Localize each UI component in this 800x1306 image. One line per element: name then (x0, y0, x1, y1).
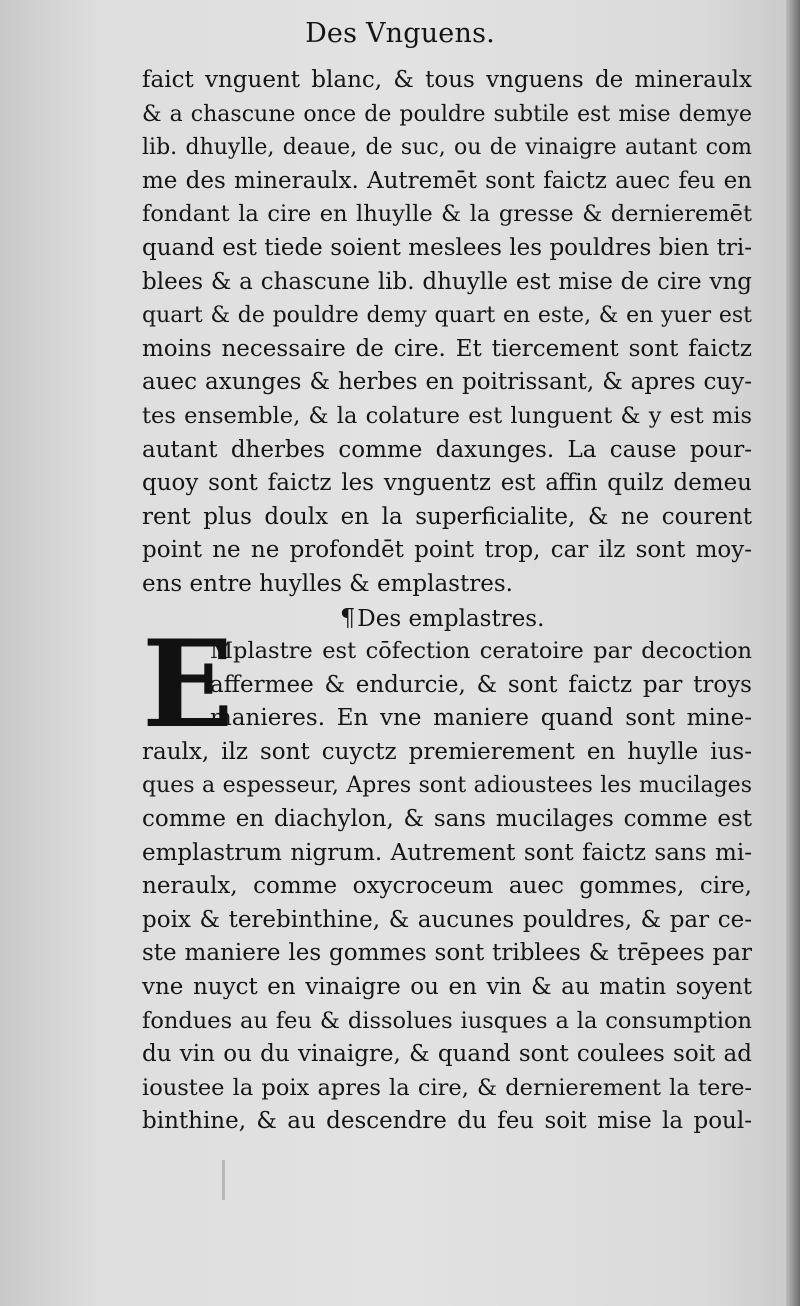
text-line: quart & de pouldre demy quart en este, & en yuer est (142, 303, 752, 329)
text-line: du vin ou du vinaigre, & quand sont coulees soit ad (142, 1041, 752, 1068)
pilcrow-mark: ¶ (340, 603, 356, 632)
text-line: binthine, & au descendre du feu soit mise la poul- (142, 1108, 752, 1135)
text-line: me des mineraulx. Autremēt sont faictz auec feu en (142, 167, 752, 194)
text-line: ques a espesseur, Apres sont adioustees les mucilages (142, 773, 752, 799)
text-line: fondues au feu & dissolues iusques a la consumption (142, 1007, 752, 1034)
text-line: raulx, ilz sont cuyctz premierement en huylle ius- (142, 738, 752, 765)
text-line: Mplastre est cōfection ceratoire par decoction (210, 638, 752, 665)
text-line: tes ensemble, & la colature est lunguent & y est mis (142, 402, 752, 429)
text-line: neraulx, comme oxycroceum auec gommes, cire, (142, 873, 752, 900)
text-line: comme en diachylon, & sans mucilages comme est (142, 806, 752, 833)
text-line: lib. dhuylle, deaue, de suc, ou de vinaigre autant com (142, 135, 752, 161)
text-line: quand est tiede soient meslees les pouldres bien tri- (142, 234, 752, 261)
text-line: autant dherbes comme daxunges. La cause pour- (142, 436, 752, 463)
text-line: auec axunges & herbes en poitrissant, & apres cuy- (142, 369, 752, 396)
text-line: & a chascune once de pouldre subtile est mise demye (142, 101, 752, 127)
text-line: ens entre huylles & emplastres. (142, 570, 513, 597)
text-line: manieres. En vne maniere quand sont mine- (210, 705, 752, 732)
text-line: affermee & endurcie, & sont faictz par troys (210, 671, 752, 698)
text-line: vne nuyct en vinaigre ou en vin & au matin soyent (142, 974, 752, 1001)
paper-blemish (222, 1160, 225, 1200)
section-heading-text: Des emplastres. (357, 605, 545, 632)
text-line: blees & a chascune lib. dhuylle est mise de cire vng (142, 268, 752, 295)
text-line: ste maniere les gommes sont triblees & trēpees par (142, 940, 752, 967)
text-line: fondant la cire en lhuylle & la gresse & dernieremēt (142, 201, 752, 228)
page-spine-shadow (786, 0, 800, 1306)
drop-cap-letter: E (142, 614, 234, 756)
text-line: quoy sont faictz les vnguentz est affin quilz demeu (142, 470, 752, 497)
section-heading (142, 602, 752, 636)
text-line: rent plus doulx en la superficialite, & ne courent (142, 503, 752, 530)
text-line: faict vnguent blanc, & tous vnguens de mineraulx (142, 67, 752, 93)
running-header: Des Vnguens. (305, 18, 495, 49)
main-text-block (142, 64, 752, 1139)
text-line: ioustee la poix apres la cire, & dernierement la tere- (142, 1074, 752, 1101)
text-line: moins necessaire de cire. Et tiercement sont faictz (142, 335, 752, 362)
text-line: poix & terebinthine, & aucunes pouldres, & par ce- (142, 906, 752, 933)
text-line: emplastrum nigrum. Autrement sont faictz sans mi- (142, 839, 752, 866)
text-line: point ne ne profondēt point trop, car ilz sont moy- (142, 537, 752, 564)
